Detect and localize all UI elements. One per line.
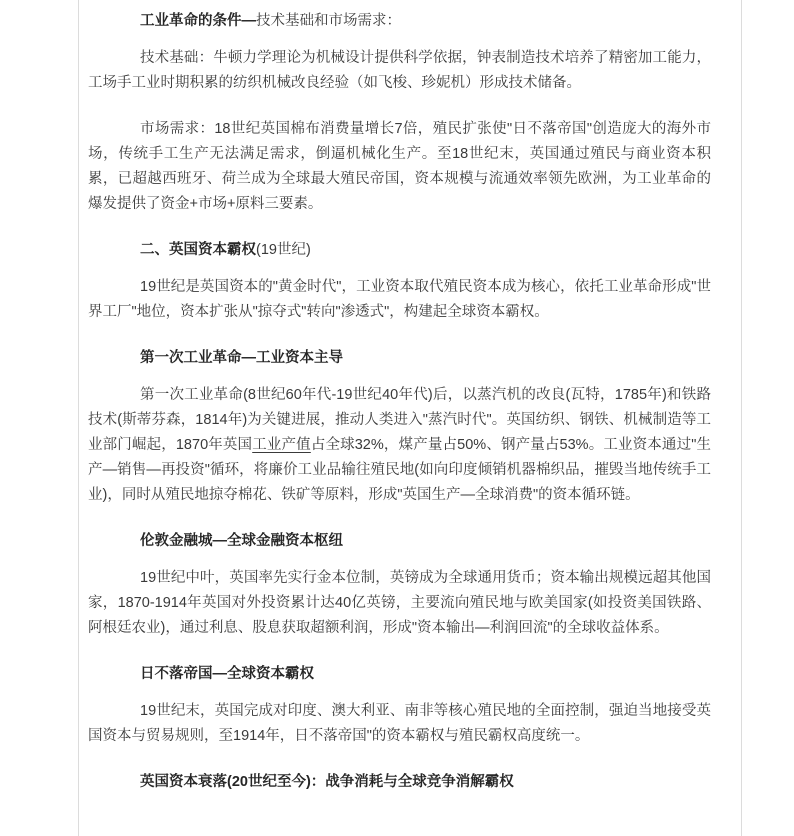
section-heading — [88, 9, 711, 34]
heading-bold-text: 第一次工业革命—工业资本主导 — [140, 350, 343, 366]
section-heading — [88, 346, 711, 371]
paragraph-text: 占全球32%，煤产量占50%、钢产量占53%。工业资本通过"生产—销售—再投资"循环，将廉价工业品输往殖民地(如向印度倾销机器棉织品，摧毁当地传统手工业)，同时从殖民地掠夺棉花、铁矿等原料，形成"英国生产—全球消费"的资本循环链。 — [88, 437, 712, 503]
heading-bold-text: 英国资本衰落(20世纪至今)：战争消耗与全球竞争消解霸权 — [140, 774, 514, 790]
heading-regular-text: (19世纪) — [256, 242, 311, 258]
section-heading — [88, 662, 711, 687]
heading-bold-text: 工业革命的条件— — [140, 13, 256, 29]
heading-bold-text: 伦敦金融城—全球金融资本枢纽 — [140, 533, 343, 549]
article-column — [78, 0, 742, 836]
heading-bold-text: 日不落帝国—全球资本霸权 — [140, 666, 314, 682]
section-heading — [88, 529, 711, 554]
paragraph-text: 第一次工业革命(8世纪60年代-19世纪40年代)后，以蒸汽机的改良(瓦特，1785年)和铁路技术(斯蒂芬森，1814年)为关键进展，推动人类进入"蒸汽时代"。英国纺织、钢铁、机械制造等工业部门崛起，1870年英国 — [88, 387, 711, 453]
heading-regular-text: 技术基础和市场需求： — [256, 13, 401, 29]
heading-bold-text: 二、英国资本霸权 — [140, 242, 256, 258]
paragraph: 19世纪末，英国完成对印度、澳大利亚、南非等核心殖民地的全面控制，强迫当地接受英国资本与贸易规则，至1914年，日不落帝国"的资本霸权与殖民霸权高度统一。 — [88, 703, 711, 744]
underlined-term: 工业产值 — [252, 437, 311, 453]
article-body — [88, 9, 711, 795]
paragraph — [88, 383, 711, 508]
paragraph: 技术基础：牛顿力学理论为机械设计提供科学依据，钟表制造技术培养了精密加工能力，工场手工业时期积累的纺织机械改良经验（如飞梭、珍妮机）形成技术储备。 — [88, 50, 711, 91]
paragraph: 市场需求：18世纪英国棉布消费量增长7倍，殖民扩张使"日不落帝国"创造庞大的海外市场，传统手工生产无法满足需求，倒逼机械化生产。至18世纪末，英国通过殖民与商业资本积累，已超越西班牙、荷兰成为全球最大殖民帝国，资本规模与流通效率领先欧洲，为工业革命的爆发提供了资金+市场+原料三要素。 — [88, 121, 711, 212]
paragraph: 19世纪是英国资本的"黄金时代"，工业资本取代殖民资本成为核心，依托工业革命形成"世界工厂"地位，资本扩张从"掠夺式"转向"渗透式"，构建起全球资本霸权。 — [88, 279, 711, 320]
section-heading — [88, 238, 711, 263]
section-heading — [88, 770, 711, 795]
paragraph: 19世纪中叶，英国率先实行金本位制，英镑成为全球通用货币；资本输出规模远超其他国家，1870-1914年英国对外投资累计达40亿英镑，主要流向殖民地与欧美国家(如投资美国铁路、阿根廷农业)，通过利息、股息获取超额利润，形成"资本输出—利润回流"的全球收益体系。 — [88, 570, 711, 636]
